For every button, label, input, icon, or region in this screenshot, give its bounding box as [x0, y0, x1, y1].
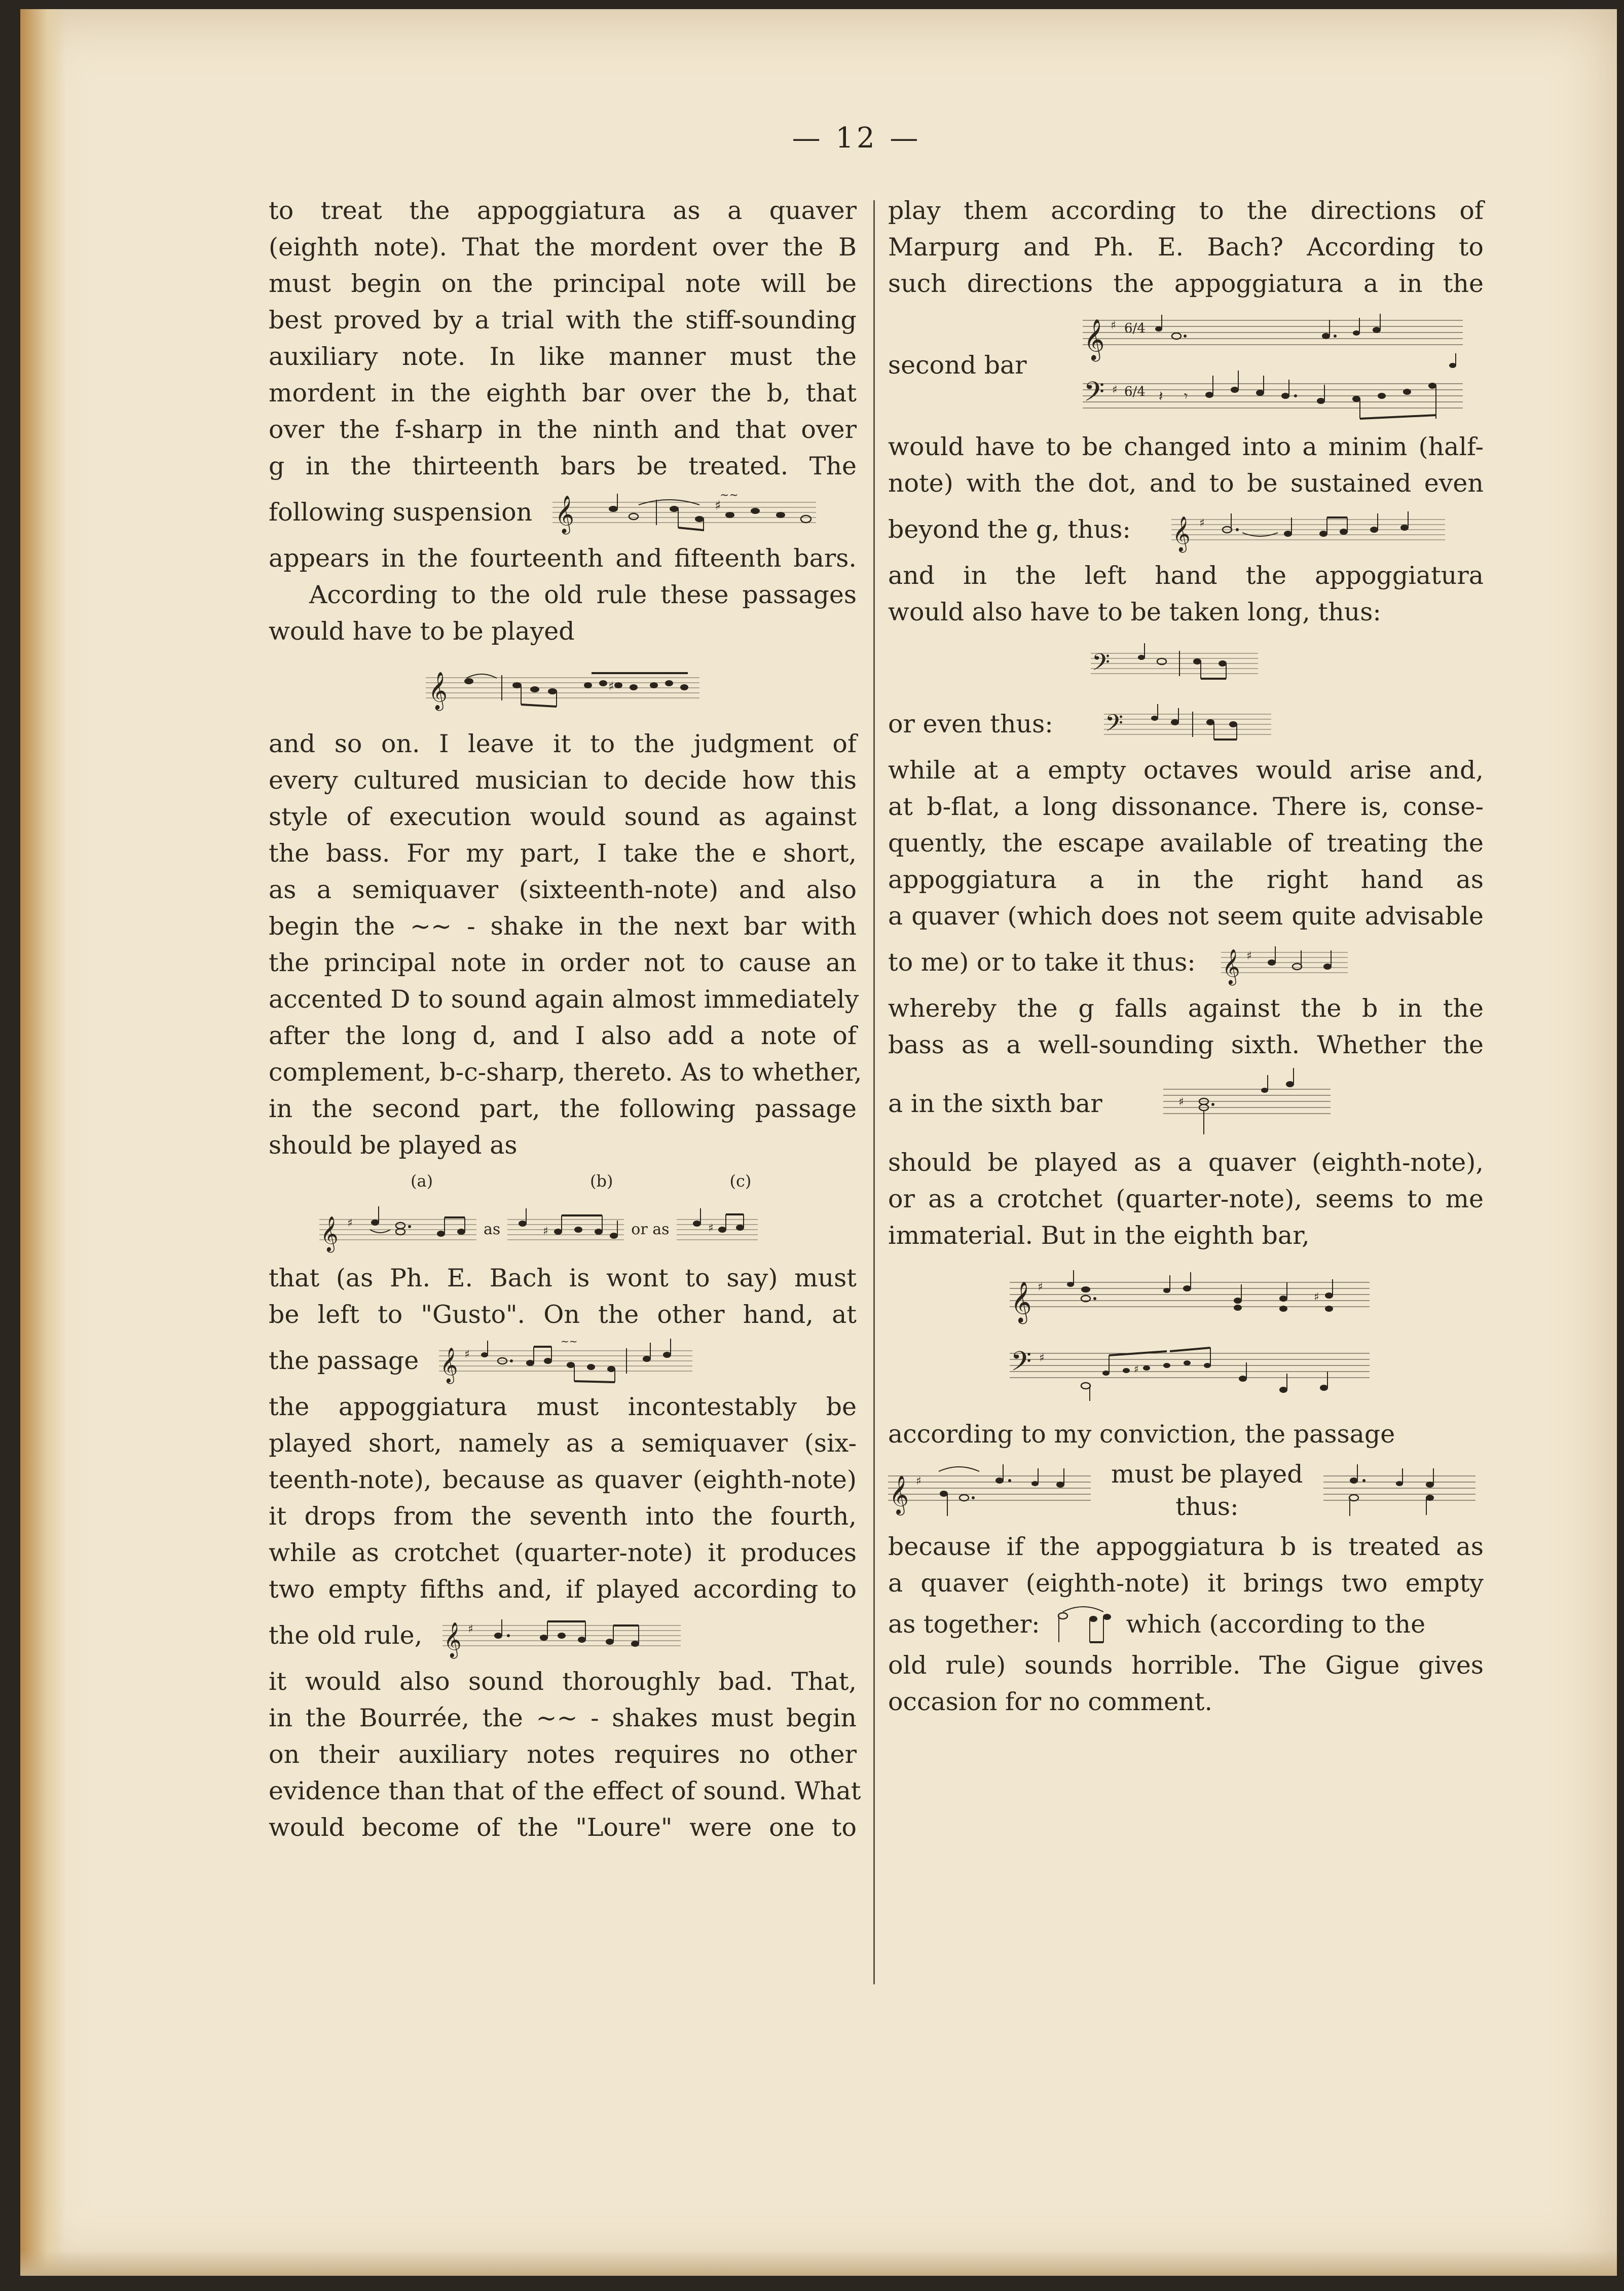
or-even-label: or even thus: — [888, 710, 1053, 738]
music-example-passage — [439, 1336, 692, 1386]
svg-text:♯: ♯ — [1038, 1281, 1043, 1294]
text-line: quently, the escape available of treating the — [888, 829, 1484, 858]
page-number: — 12 — — [792, 122, 921, 155]
music-example-old-rule — [426, 660, 699, 716]
svg-text:♯: ♯ — [715, 498, 721, 513]
music-example-empty-fifths — [1050, 1602, 1116, 1647]
music-example-a — [319, 1204, 476, 1255]
text-line: while at a empty octaves would arise and, — [888, 756, 1484, 785]
music-example-eighth-bar — [1010, 1259, 1370, 1411]
svg-text:♯: ♯ — [1039, 1352, 1045, 1364]
music-example-passage-corrected — [1323, 1455, 1475, 1526]
svg-text:𝄢: 𝄢 — [1104, 710, 1123, 743]
svg-text:~~: ~~ — [720, 490, 739, 502]
svg-text:~~: ~~ — [561, 1336, 578, 1347]
text-line: the appoggiatura must incontestably be — [269, 1392, 857, 1421]
second-bar-label: second bar — [888, 351, 1027, 380]
svg-text:𝄞: 𝄞 — [440, 1347, 458, 1383]
text-line: best proved by a trial with the stiff-sounding — [269, 306, 857, 335]
svg-text:♯: ♯ — [1314, 1291, 1319, 1304]
music-example-sixth-bar — [1163, 1066, 1331, 1142]
text-line: after the long d, and I also add a note of — [269, 1021, 857, 1050]
text-line: auxiliary note. In like manner must the — [269, 342, 857, 371]
svg-text:♯: ♯ — [1199, 517, 1205, 530]
svg-text:𝄞: 𝄞 — [428, 672, 448, 710]
right-column — [888, 193, 1484, 1720]
text-line: g in the thirteenth bars be treated. The — [269, 452, 857, 481]
example-label-c: (c) — [729, 1171, 752, 1191]
text-line: played short, namely as a semiquaver (six- — [269, 1429, 857, 1458]
sixth-bar-label: a in the sixth bar — [888, 1089, 1102, 1118]
svg-text:♯: ♯ — [1178, 1096, 1184, 1108]
text-line: appears in the fourteenth and fifteenth bars. — [269, 544, 857, 573]
text-line: a quaver (eighth-note) it brings two empty — [888, 1569, 1484, 1598]
old-rule-example-block — [269, 650, 857, 726]
text-line: according to my conviction, the passage — [888, 1420, 1395, 1449]
music-example-left-hand-long — [1091, 638, 1258, 689]
svg-text:♯: ♯ — [468, 1623, 473, 1636]
eighth-bar-example-block — [888, 1254, 1484, 1416]
music-example-suspension — [552, 490, 816, 535]
text-line: would also have to be taken long, thus: — [888, 598, 1381, 626]
svg-text:♯: ♯ — [464, 1348, 470, 1361]
svg-text:𝄞: 𝄞 — [1083, 318, 1104, 360]
text-line: as a semiquaver (sixteenth-note) and also — [269, 875, 857, 904]
svg-text:𝄞: 𝄞 — [444, 1622, 462, 1657]
as-together-rest: which (according to the — [1126, 1610, 1426, 1639]
text-line: whereby the g falls against the b in the — [888, 994, 1484, 1023]
svg-text:♯: ♯ — [543, 1225, 548, 1238]
old-rule-label: the old rule, — [269, 1621, 423, 1650]
svg-text:♯: ♯ — [1110, 319, 1116, 332]
page-bottom-edge — [20, 2250, 1617, 2276]
text-line: two empty fifths and, if played according to — [269, 1575, 857, 1604]
text-line: that (as Ph. E. Bach is wont to say) must — [269, 1264, 857, 1292]
example-label-b: (b) — [590, 1171, 613, 1191]
text-line: immaterial. But in the eighth bar, — [888, 1221, 1310, 1250]
abc-examples-row — [269, 1199, 857, 1260]
text-line: it drops from the seventh into the fourth, — [269, 1502, 857, 1531]
text-line: at b-flat, a long dissonance. There is, conse- — [888, 792, 1484, 821]
text-line: old rule) sounds horrible. The Gigue gives — [888, 1651, 1484, 1680]
text-line: every cultured musician to decide how this — [269, 766, 857, 795]
text-line: should be played as — [269, 1131, 518, 1160]
as-word: as — [484, 1221, 501, 1238]
text-line: while as crotchet (quarter-note) it produces — [269, 1538, 857, 1567]
svg-text:♯: ♯ — [916, 1475, 921, 1488]
svg-text:♯: ♯ — [1246, 950, 1252, 963]
svg-text:𝄞: 𝄞 — [320, 1216, 339, 1251]
svg-text:𝄾: 𝄾 — [1184, 388, 1188, 404]
text-line: in the Bourrée, the ~~ - shakes must begin — [269, 1704, 857, 1732]
beyond-g-label: beyond the g, thus: — [888, 515, 1131, 544]
suspension-example-row — [269, 485, 857, 540]
text-line: accented D to sound again almost immediately — [269, 985, 859, 1014]
svg-text:𝄢: 𝄢 — [1092, 649, 1111, 682]
time-signature-top: 6/4 — [1124, 321, 1146, 336]
suspension-label: following suspension — [269, 498, 533, 527]
svg-text:♯: ♯ — [608, 679, 614, 693]
old-rule-row — [269, 1608, 857, 1664]
text-line: complement, b-c-sharp, thereto. As to whether, — [269, 1058, 862, 1087]
text-line: and in the left hand the appoggiatura — [888, 561, 1484, 590]
text-line: mordent in the eighth bar over the b, that — [269, 379, 857, 408]
text-line: begin the ~~ - shake in the next bar with — [269, 912, 857, 941]
text-line: (eighth note). That the mordent over the B — [269, 233, 857, 262]
text-line: or as a crotchet (quarter-note), seems to me — [888, 1185, 1484, 1213]
svg-text:𝄞: 𝄞 — [1172, 516, 1191, 551]
text-line: and so on. I leave it to the judgment of — [269, 729, 857, 758]
must-be-played-row — [888, 1453, 1484, 1529]
text-line: it would also sound thoroughly bad. That, — [269, 1667, 857, 1696]
music-example-take-it-thus — [1221, 937, 1348, 988]
thus-label: thus: — [1175, 1492, 1239, 1521]
passage-example-row — [269, 1333, 857, 1389]
example-labels-row — [269, 1164, 857, 1199]
beyond-g-example-row — [888, 502, 1484, 558]
text-line: to treat the appoggiatura as a quaver — [269, 196, 857, 225]
text-line: on their auxiliary notes requires no other — [269, 1740, 857, 1769]
left-hand-example-block — [888, 631, 1484, 696]
as-together-row — [888, 1602, 1484, 1647]
music-example-passage-original — [888, 1455, 1091, 1526]
time-signature-bottom: 6/4 — [1124, 384, 1146, 399]
text-line: be left to "Gusto". On the other hand, at — [269, 1300, 857, 1329]
text-line: style of execution would sound as against — [269, 802, 857, 831]
text-line: because if the appoggiatura b is treated as — [888, 1532, 1484, 1561]
text-line: note) with the dot, and to be sustained even — [888, 469, 1484, 498]
text-line: the bass. For my part, I take the e short, — [269, 839, 857, 868]
take-it-thus-row — [888, 935, 1484, 990]
page-binding-shadow — [20, 9, 66, 2275]
text-line: must begin on the principal note will be — [269, 269, 857, 298]
passage-label: the passage — [269, 1346, 419, 1375]
left-column — [269, 193, 862, 1846]
svg-text:𝄢: 𝄢 — [1011, 1346, 1032, 1384]
text-line: would become of the "Loure" were one to — [269, 1813, 857, 1842]
svg-text:♯: ♯ — [1134, 1363, 1139, 1375]
text-line: teenth-note), because as quaver (eighth-note) — [269, 1465, 857, 1494]
text-line: would have to be changed into a minim (half- — [888, 432, 1484, 461]
svg-text:𝄢: 𝄢 — [1083, 377, 1104, 414]
music-example-beyond-g — [1171, 504, 1445, 555]
text-line: appoggiatura a in the right hand as — [888, 865, 1484, 894]
must-be-played-text — [1111, 1458, 1303, 1523]
music-example-or-even — [1104, 699, 1271, 750]
as-together-label: as together: — [888, 1610, 1040, 1639]
text-line: over the f-sharp in the ninth and that over — [269, 415, 857, 444]
svg-text:𝄞: 𝄞 — [1222, 949, 1240, 984]
svg-text:♯: ♯ — [1112, 384, 1118, 396]
column-divider — [873, 200, 875, 1984]
text-line: Marpurg and Ph. E. Bach? According to — [888, 233, 1484, 262]
or-even-example-row — [888, 696, 1484, 752]
music-example-old-rule-bad — [442, 1610, 681, 1661]
svg-text:♯: ♯ — [708, 1222, 714, 1235]
music-example-c — [677, 1204, 758, 1255]
must-be-played-label: must be played — [1111, 1460, 1303, 1489]
svg-text:𝄞: 𝄞 — [889, 1475, 909, 1514]
text-line: should be played as a quaver (eighth-note), — [888, 1148, 1484, 1177]
to-me-label: to me) or to take it thus: — [888, 948, 1196, 977]
or-as-word: or as — [631, 1221, 670, 1238]
text-line: play them according to the directions of — [888, 196, 1484, 225]
text-line: According to the old rule these passages — [309, 580, 857, 609]
text-line: the principal note in order not to cause an — [269, 948, 857, 977]
text-line: would have to be played — [269, 617, 575, 646]
example-label-a: (a) — [411, 1171, 433, 1191]
svg-text:𝄞: 𝄞 — [555, 496, 575, 533]
text-line: evidence than that of the effect of sound. What — [269, 1777, 861, 1805]
svg-text:♯: ♯ — [347, 1217, 353, 1230]
text-line: such directions the appoggiatura a in the — [888, 269, 1484, 298]
sixth-bar-example-row — [888, 1063, 1484, 1144]
svg-text:𝄽: 𝄽 — [1158, 388, 1163, 404]
second-bar-example-row — [888, 302, 1484, 429]
music-example-b — [507, 1204, 624, 1255]
text-line: in the second part, the following passage — [269, 1094, 857, 1123]
text-line: bass as a well-sounding sixth. Whether the — [888, 1030, 1484, 1059]
text-line: a quaver (which does not seem quite advisable — [888, 902, 1484, 931]
svg-text:𝄞: 𝄞 — [1011, 1281, 1032, 1322]
music-example-second-bar — [1083, 305, 1463, 426]
text-line: occasion for no comment. — [888, 1687, 1213, 1716]
